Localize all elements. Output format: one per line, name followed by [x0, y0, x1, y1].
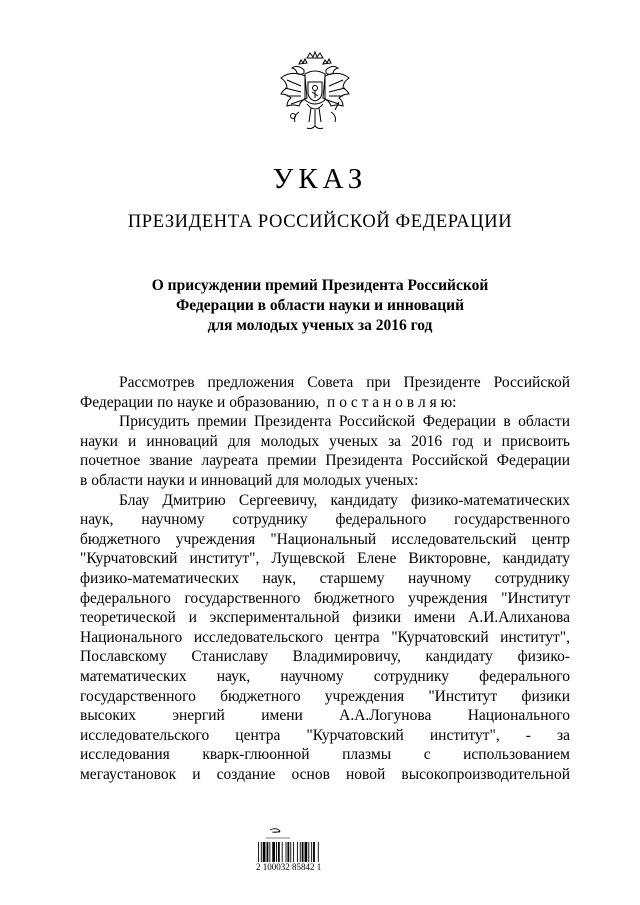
body-line: государственного бюджетного учреждения "Институт физики [80, 687, 570, 705]
heading-line: Федерации в области науки и инноваций [175, 297, 465, 314]
body-line: в области науки и инноваций для молодых ученых: [80, 471, 419, 489]
body-line: исследовательского центра "Курчатовский институт", - за [80, 726, 570, 744]
body-line: Присудить премии Президента Российской Федерации в области [119, 413, 570, 431]
body-line: исследования кварк-глюонной плазмы с использованием [80, 746, 570, 764]
body-line: высоких энергий имени А.А.Логунова Национального [80, 707, 570, 725]
decree-body [80, 373, 570, 784]
body-line: теоретической и экспериментальной физики имени А.И.Алиханова [80, 609, 570, 627]
body-line [80, 393, 570, 413]
handwritten-mark [270, 829, 280, 833]
body-line-part: Федерации по науке и образованию, [80, 393, 320, 411]
body-line: математических наук, научному сотруднику федерального [80, 667, 570, 685]
barcode-bars [258, 842, 319, 862]
body-line: физико-математических наук, старшему научному сотруднику [80, 569, 570, 587]
body-line: Национального исследовательского центра "Курчатовский институт", [80, 628, 570, 646]
heading-line: для молодых ученых за 2016 год [207, 317, 433, 334]
body-line: наук, научному сотруднику федерального государственного [80, 511, 570, 529]
body-line: "Курчатовский институт", Лущевской Елене Викторовне, кандидату [80, 550, 570, 568]
barcode-number: 2 100032 85842 1 [256, 862, 322, 872]
barcode [256, 828, 376, 890]
decree-operative-word: п о с т а н о в л я ю: [327, 393, 457, 411]
body-line: Блау Дмитрию Сергеевичу, кандидату физико-математических [119, 491, 570, 509]
decree-heading [0, 276, 640, 336]
body-line: Пославскому Станиславу Владимировичу, кандидату физико- [80, 648, 570, 666]
body-line: почетное звание лауреата премии Президента Российской Федерации [80, 452, 570, 470]
decree-title: УКАЗ [272, 163, 368, 195]
body-line: федерального государственного бюджетного учреждения "Институт [80, 589, 570, 607]
heading-line: О присуждении премий Президента Российской [151, 277, 489, 294]
body-line: науки и инноваций для молодых ученых за 2016 год и присвоить [80, 432, 570, 450]
decree-subtitle: ПРЕЗИДЕНТА РОССИЙСКОЙ ФЕДЕРАЦИИ [127, 212, 513, 232]
body-line: Рассмотрев предложения Совета при Президенте Российской [119, 374, 570, 391]
coat-of-arms-emblem [277, 50, 353, 134]
body-line: мегаустановок и создание основ новой высокопроизводительной [80, 765, 570, 783]
body-line: бюджетного учреждения "Национальный исследовательский центр [80, 530, 570, 548]
